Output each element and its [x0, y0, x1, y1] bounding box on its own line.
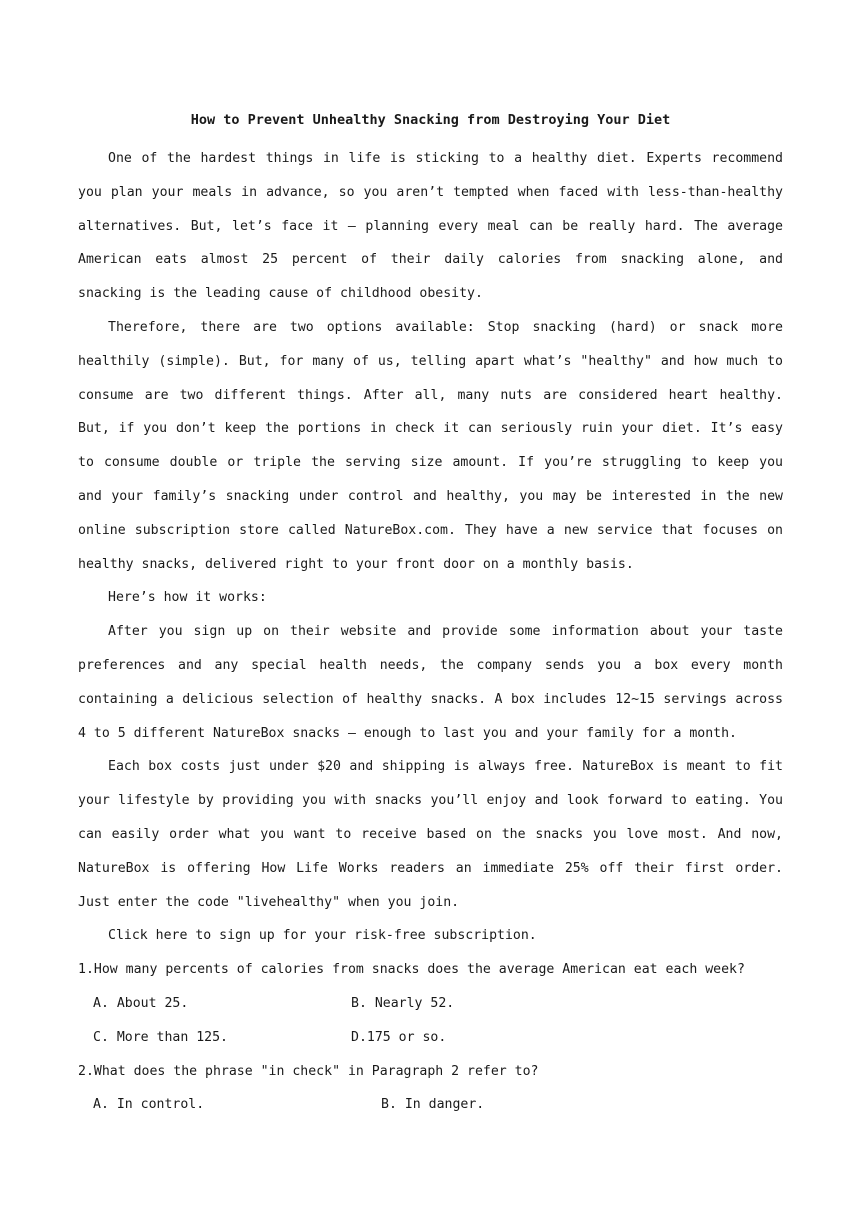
question-1-option-b: B. Nearly 52.: [351, 995, 455, 1011]
question-2-option-a: A. In control.: [93, 1097, 205, 1113]
question-1-option-a: A. About 25.: [93, 995, 189, 1011]
paragraph-5: Each box costs just under $20 and shipping is always free. NatureBox is meant to fit your lifestyle by providing you with snacks you’ll enjoy and look forward to eating. You can easily order what you want to receive based on the snacks you love most. And now, NatureBox is offering How Life Works readers an immediate 25% off their first order. Just enter the code "livehealthy" when you join.: [78, 759, 783, 910]
question-2-option-b: B. In danger.: [381, 1097, 485, 1113]
article-title: How to Prevent Unhealthy Snacking from Destroying Your Diet: [190, 112, 671, 128]
question-1-option-d: D.175 or so.: [351, 1029, 447, 1045]
question-1-option-c: C. More than 125.: [93, 1029, 228, 1045]
document-page: [78, 108, 783, 1122]
question-1-options: [78, 987, 783, 1055]
paragraph-4: After you sign up on their website and provide some information about your taste preferences and any special health needs, the company sends you a box every month containing a delicious selection of healthy snacks. A box includes 12~15 servings across 4 to 5 different NatureBox snacks — enough to last you and your family for a month.: [78, 624, 783, 741]
paragraph-1: One of the hardest things in life is sticking to a healthy diet. Experts recommend you plan your meals in advance, so you aren’t tempted when faced with less-than-healthy alternatives. But, let’s face it — planning every meal can be really hard. The average American eats almost 25 percent of their daily calories from snacking alone, and snacking is the leading cause of childhood obesity.: [78, 151, 783, 302]
question-2-options: [78, 1088, 783, 1122]
paragraph-3: Here’s how it works:: [108, 590, 267, 606]
question-1: 1.How many percents of calories from snacks does the average American eat each week?: [78, 962, 745, 978]
paragraph-2: Therefore, there are two options available: Stop snacking (hard) or snack more healthily (simple). But, for many of us, telling apart what’s "healthy" and how much to consume are two different things. After all, many nuts are considered heart healthy. But, if you don’t keep the portions in check it can seriously ruin your diet. It’s easy to consume double or triple the serving size amount. If you’re struggling to keep you and your family’s snacking under control and healthy, you may be interested in the new online subscription store called NatureBox.com. They have a new service that focuses on healthy snacks, delivered right to your front door on a monthly basis.: [78, 319, 783, 572]
question-2: 2.What does the phrase "in check" in Paragraph 2 refer to?: [78, 1063, 539, 1079]
paragraph-6: Click here to sign up for your risk-free subscription.: [108, 928, 537, 944]
